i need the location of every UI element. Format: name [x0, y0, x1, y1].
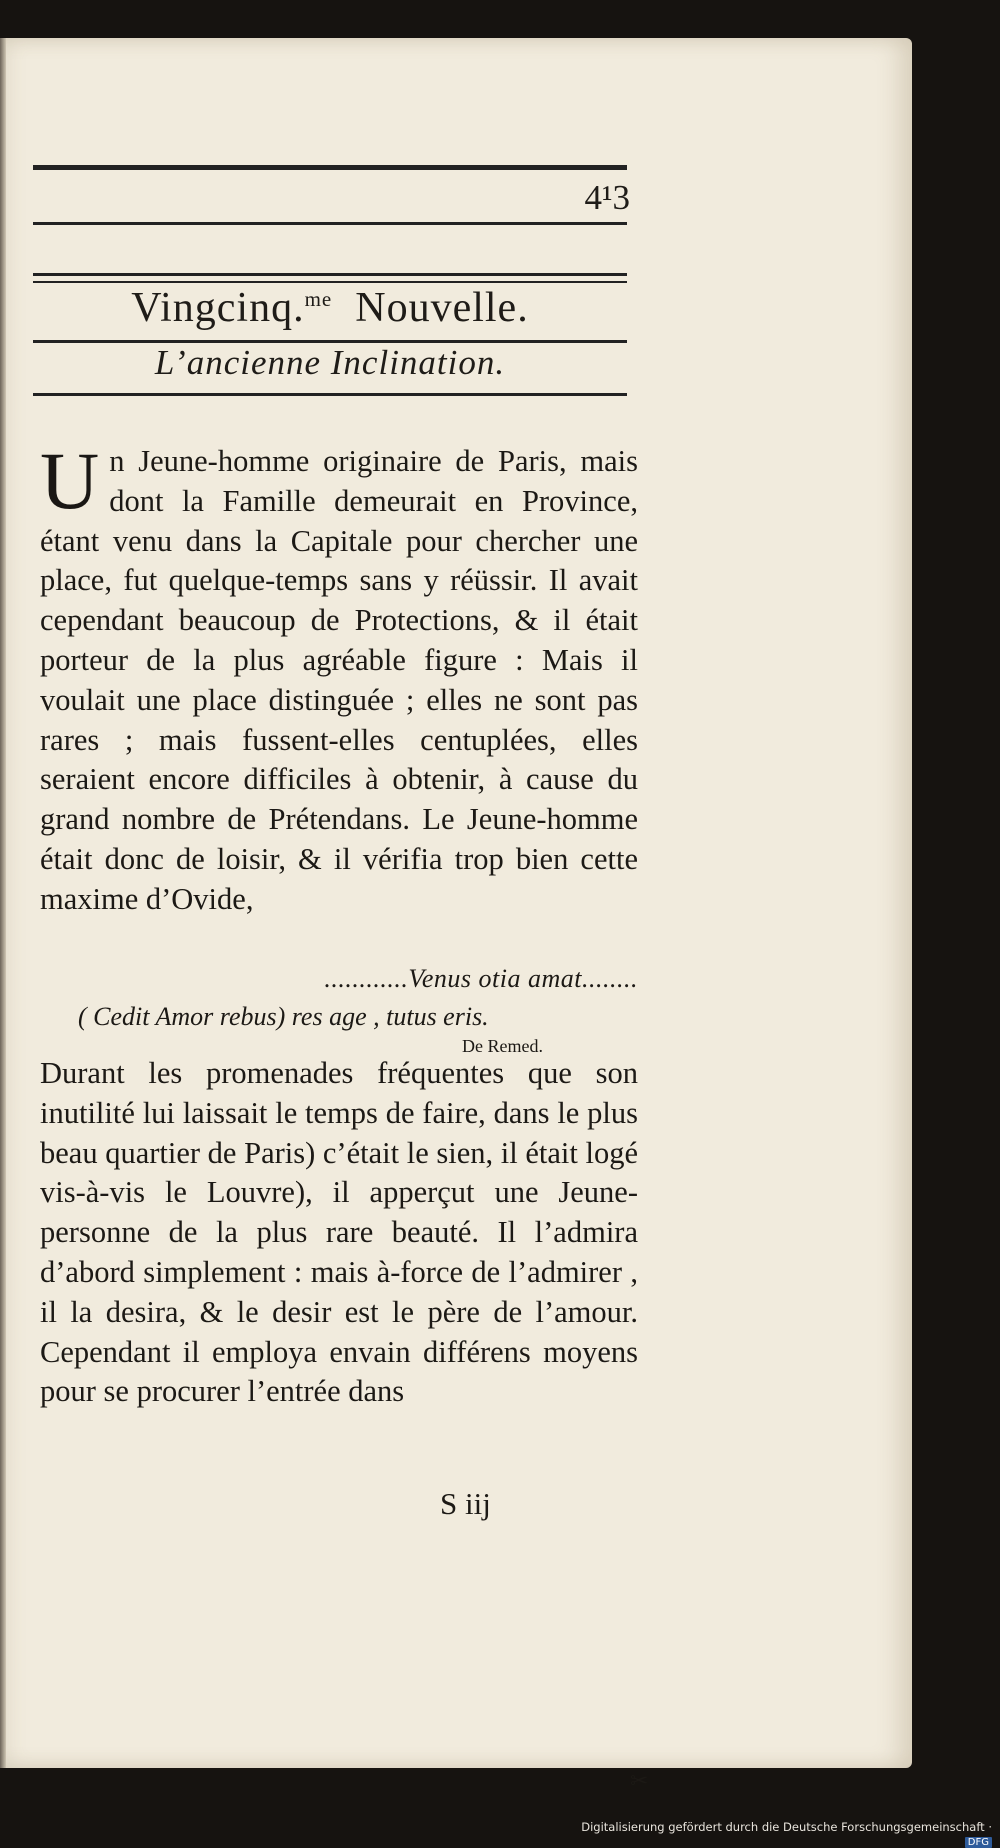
paragraph-1-text: n Jeune-homme originaire de Paris, mais dont la Famille demeurait en Province, étant venu dans la Capitale pour chercher une place, fut quelque-temps sans y réüssir. Il avait cependant beaucoup de Protections, & il était porteur de la plus agréable figure : Mais il voulait une place distinguée ; elles ne sont pas rares ; mais fussent-elles centuplées, elles seraient encore difficiles à obtenir, à cause du grand nombre de Prétendans. Le Jeune-homme était donc de loisir, & il vérifia trop bien cette maxime d’Ovide, — [40, 444, 638, 916]
verse-line-2: ( Cedit Amor rebus) res age , tutus eris. — [78, 1002, 489, 1031]
page-spine-shadow — [0, 38, 6, 1768]
page-number: 4¹3 — [584, 178, 630, 217]
verse-line-1: ............Venus otia amat........ — [324, 964, 638, 993]
header-rule — [33, 222, 627, 225]
drop-cap: U — [40, 435, 100, 526]
signature-mark: S iij — [440, 1486, 491, 1521]
title-rule-upper — [33, 273, 627, 276]
chapter-subtitle: L’ancienne Inclination. — [154, 343, 506, 382]
heading-main: Vingcinq. — [131, 285, 305, 331]
digitization-credit: Digitalisierung gefördert durch die Deutsche Forschungsgemeinschaft ·DFG — [581, 1820, 992, 1848]
title-rule-upper-thin — [33, 281, 627, 283]
verse-source: De Remed. — [462, 1036, 543, 1056]
margin-mark-icon: ✂ — [630, 1768, 649, 1793]
heading-superscript: me — [304, 287, 333, 311]
paragraph-2: Durant les promenades fréquentes que son inutilité lui laissait le temps de faire, dans le plus beau quartier de Paris) c’était le sien, il était logé vis-à-vis le Louvre), il apperçut une Jeune-personne de la plus rare beauté. Il l’admira d’abord simplement : mais à-force de l’admirer , il la desira, & le desir est le père de l’amour. Cependant il employa envain différens moyens pour se procurer l’entrée dans — [40, 1056, 638, 1409]
title-rule-lower — [33, 393, 627, 396]
credit-text: Digitalisierung gefördert durch die Deutsche Forschungsgemeinschaft — [581, 1820, 985, 1834]
paragraph-1 — [40, 435, 638, 962]
chapter-heading — [33, 284, 627, 332]
heading-word: Nouvelle. — [355, 285, 529, 331]
top-rule — [33, 165, 627, 170]
dfg-logo: DFG — [965, 1837, 992, 1848]
